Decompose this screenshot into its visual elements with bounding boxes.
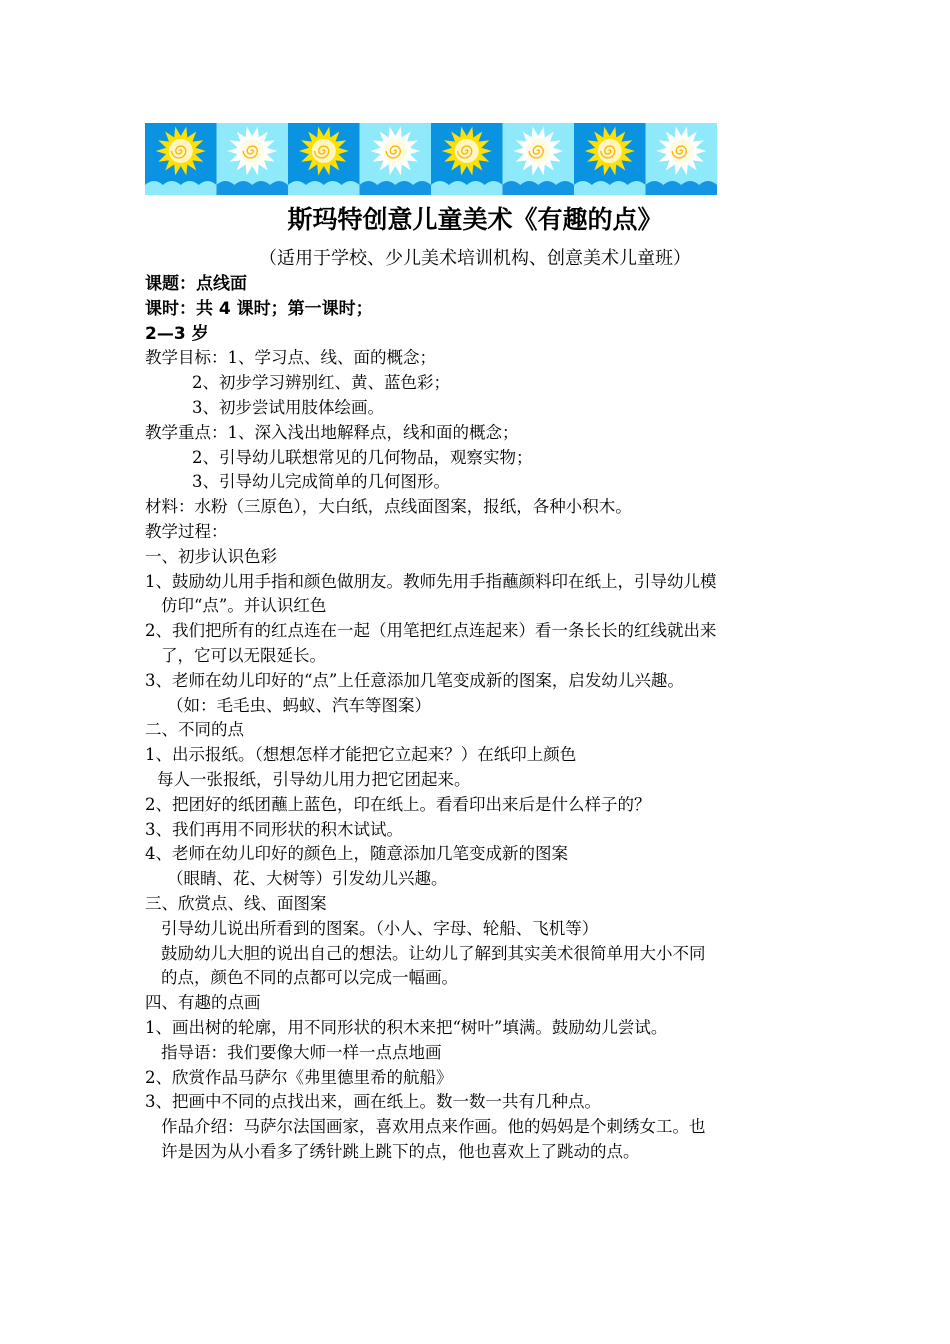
- text-line: 二、不同的点: [145, 720, 244, 740]
- text-line: 3、老师在幼儿印好的“点”上任意添加几笔变成新的图案，启发幼儿兴趣。: [145, 670, 684, 690]
- text-line: 引导幼儿说出所看到的图案。（小人、字母、轮船、飞机等）: [161, 918, 599, 938]
- sun-banner: [145, 123, 717, 195]
- text-line: 鼓励幼儿大胆的说出自己的想法。让幼儿了解到其实美术很简单用大小不同: [161, 943, 706, 963]
- text-line: 3、初步尝试用肢体绘画。: [192, 397, 384, 417]
- sun-pattern-illustration: [145, 123, 717, 195]
- text-line: 三、欣赏点、线、面图案: [145, 893, 327, 913]
- text-line: 课时：共 4 课时；第一课时；: [145, 298, 373, 319]
- text-line: （如：毛毛虫、蚂蚁、汽车等图案）: [167, 695, 431, 715]
- text-line: 2、我们把所有的红点连在一起（用笔把红点连起来）看一条长长的红线就出来: [145, 621, 717, 641]
- text-line: 2—3 岁: [145, 323, 209, 344]
- sun-tile: [145, 123, 217, 195]
- text-line: （眼睛、花、大树等）引发幼儿兴趣。: [167, 869, 448, 889]
- text-line: 许是因为从小看多了绣针跳上跳下的点，他也喜欢上了跳动的点。: [161, 1141, 640, 1161]
- text-line: 2、引导幼儿联想常见的几何物品，观察实物；: [192, 447, 533, 467]
- text-line: 每人一张报纸，引导幼儿用力把它团起来。: [157, 769, 471, 789]
- text-line: 2、欣赏作品马萨尔《弗里德里希的航船》: [145, 1067, 453, 1087]
- text-line: 教学重点：1、深入浅出地解释点，线和面的概念；: [145, 422, 519, 442]
- sun-tile: [574, 123, 646, 195]
- text-line: 1、出示报纸。（想想怎样才能把它立起来？）在纸印上颜色: [145, 745, 577, 765]
- text-line: 作品介绍：马萨尔法国画家，喜欢用点来作画。他的妈妈是个刺绣女工。也: [161, 1117, 706, 1137]
- text-line: 了，它可以无限延长。: [161, 645, 326, 665]
- text-line: 仿印“点”。并认识红色: [161, 596, 327, 616]
- text-line: 3、引导幼儿完成简单的几何图形。: [192, 472, 450, 492]
- text-line: 2、把团好的纸团蘸上蓝色，印在纸上。看看印出来后是什么样子的？: [145, 794, 651, 814]
- text-line: 材料：水粉（三原色），大白纸，点线面图案，报纸，各种小积木。: [145, 497, 632, 517]
- text-line: 课题：点线面: [145, 274, 247, 294]
- sun-tile: [646, 123, 718, 195]
- text-line: 1、鼓励幼儿用手指和颜色做朋友。教师先用手指蘸颜料印在纸上，引导幼儿模: [145, 571, 717, 591]
- text-line: 3、把画中不同的点找出来，画在纸上。数一数一共有几种点。: [145, 1092, 601, 1112]
- text-line: 一、初步认识色彩: [145, 546, 277, 566]
- sun-tile: [288, 123, 360, 195]
- text-line: 4、老师在幼儿印好的颜色上，随意添加几笔变成新的图案: [145, 844, 568, 864]
- page-subtitle: （适用于学校、少儿美术培训机构、创意美术儿童班）: [259, 248, 691, 269]
- text-line: 的点，颜色不同的点都可以完成一幅画。: [161, 968, 458, 988]
- text-line: 2、初步学习辨别红、黄、蓝色彩；: [192, 373, 450, 393]
- page-title: 斯玛特创意儿童美术《有趣的点》: [287, 205, 663, 234]
- text-line: 教学过程：: [145, 521, 228, 541]
- sun-tile: [503, 123, 575, 195]
- sun-tile: [360, 123, 432, 195]
- text-line: 教学目标：1、学习点、线、面的概念；: [145, 348, 436, 368]
- text-line: 1、画出树的轮廓，用不同形状的积木来把“树叶”填满。鼓励幼儿尝试。: [145, 1017, 668, 1037]
- lesson-plan-body: [145, 272, 825, 1165]
- text-line: 四、有趣的点画: [145, 993, 261, 1013]
- text-line: 3、我们再用不同形状的积木试试。: [145, 819, 403, 839]
- text-line: 指导语：我们要像大师一样一点点地画: [161, 1042, 442, 1062]
- sun-tile: [217, 123, 289, 195]
- sun-tile: [431, 123, 503, 195]
